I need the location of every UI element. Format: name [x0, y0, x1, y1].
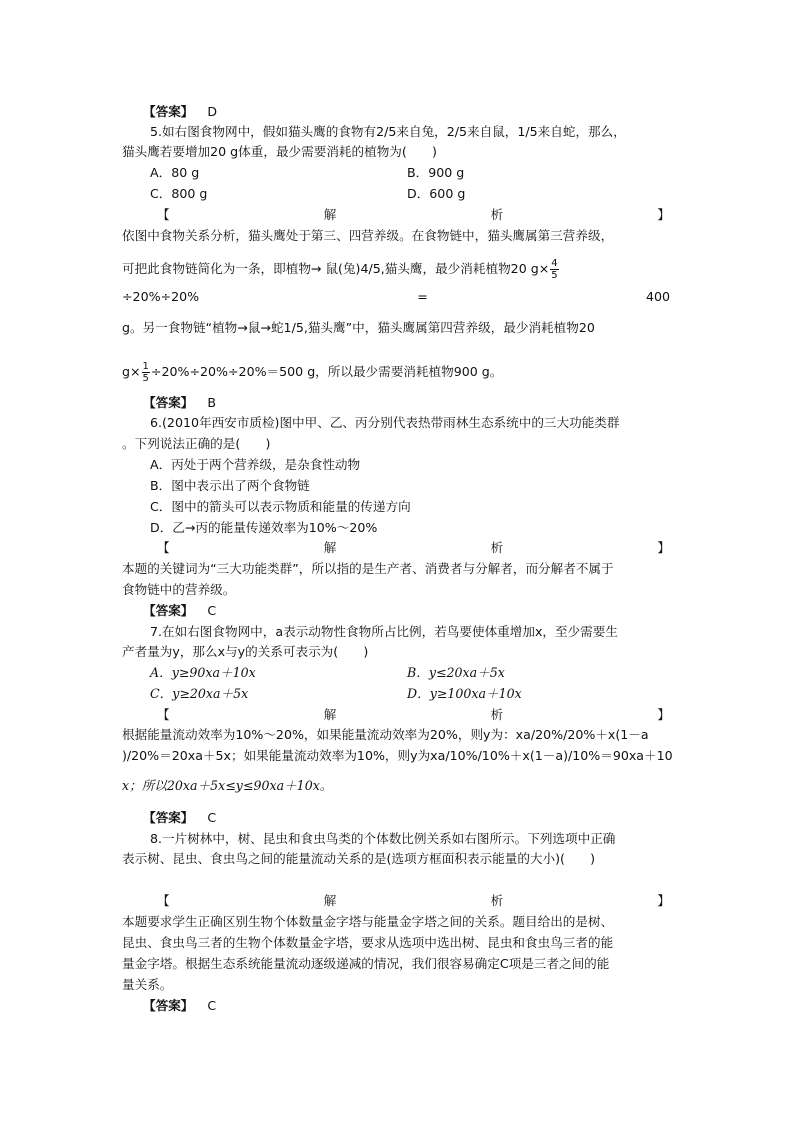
bracket-left: 【 [157, 893, 170, 908]
q4-answer [143, 103, 691, 121]
q6-analysis-heading [157, 539, 670, 557]
bracket-right: 】 [657, 893, 670, 908]
bracket-right: 】 [657, 707, 670, 722]
q6-answer [143, 602, 691, 620]
q7-exp-line3: x；所以20xa＋5x≤y≤90xa＋10x。 [122, 778, 333, 793]
fraction-denominator: 5 [551, 270, 558, 281]
q8-answer [143, 997, 691, 1015]
analysis-char-1: 解 [323, 893, 337, 908]
q8-analysis-heading [157, 892, 670, 910]
q5-exp-line5-pre: g× [122, 364, 141, 379]
q7-exp-line1: 根据能量流动效率为10%～20%，如果能量流动效率为20%，则y为：xa/20%/20%＋x(1－a [122, 727, 649, 742]
q5-exp-line5-post: ÷20%÷20%÷20%＝500 g，所以最少需要消耗植物900 g。 [150, 364, 503, 379]
answer-label: 【答案】 [143, 810, 194, 825]
q5-option-b: B．900 g [407, 165, 465, 180]
q5-exp-line3-right: 400 [645, 289, 670, 304]
fraction-one-fifth [142, 361, 150, 384]
q5-exp-line2-text: 可把此食物链简化为一条，即植物→ 鼠(兔)4/5,猫头鹰，最少消耗植物20 g× [122, 261, 550, 276]
q5-exp-line3-mid: = [417, 289, 428, 304]
q5-option-c: C．800 g [150, 186, 208, 201]
q6-option-b: B．图中表示出了两个食物链 [150, 478, 310, 493]
q5-stem-line1: 5.如右图食物网中，假如猫头鹰的食物有2/5来自兔，2/5来自鼠，1/5来自蛇，那么， [150, 124, 626, 139]
fraction-numerator: 4 [551, 258, 558, 269]
analysis-char-1: 解 [323, 207, 337, 222]
analysis-char-2: 析 [490, 707, 504, 722]
answer-label: 【答案】 [143, 395, 194, 410]
bracket-left: 【 [157, 540, 170, 555]
analysis-char-1: 解 [323, 707, 337, 722]
q5-analysis-heading [157, 206, 670, 224]
q7-option-b: B．y≤20xa＋5x [407, 665, 505, 680]
q7-exp-line2: )/20%＝20xa＋5x；如果能量流动效率为10%，则y为xa/10%/10%＋x(1－a)/10%＝90xa＋10 [122, 748, 673, 763]
q6-stem-line1: 6.(2010年西安市质检)图中甲、乙、丙分别代表热带雨林生态系统中的三大功能类群 [150, 415, 620, 430]
q5-option-d: D．600 g [407, 186, 466, 201]
q6-stem-line2: 。下列说法正确的是( ) [122, 436, 271, 451]
q6-exp-line1: 本题的关键词为“三大功能类群”，所以指的是生产者、消费者与分解者，而分解者不属于 [122, 561, 614, 576]
q5-stem-line2: 猫头鹰若要增加20 g体重，最少需要消耗的植物为( ) [122, 144, 437, 159]
q7-option-a: A．y≥90xa＋10x [150, 665, 256, 680]
q7-stem-line2: 产者量为y，那么x与y的关系可表示为( ) [122, 644, 369, 659]
q6-option-d: D．乙→丙的能量传递效率为10%～20% [150, 520, 378, 535]
q6-exp-line2: 食物链中的营养级。 [122, 582, 236, 597]
q8-stem-line2: 表示树、昆虫、食虫鸟之间的能量流动关系的是(选项方框面积表示能量的大小)( ) [122, 851, 596, 866]
fraction-denominator: 5 [142, 373, 149, 384]
q5-answer [143, 394, 691, 412]
q7-analysis-heading [157, 706, 670, 724]
q8-exp-line1: 本题要求学生正确区别生物个体数量金字塔与能量金字塔之间的关系。题目给出的是树、 [122, 914, 614, 929]
analysis-char-2: 析 [490, 893, 504, 908]
q7-answer [143, 809, 691, 827]
answer-value: C [207, 810, 217, 825]
q8-stem-line1: 8.一片树林中，树、昆虫和食虫鸟类的个体数比例关系如右图所示。下列选项中正确 [150, 831, 616, 846]
answer-value: C [207, 998, 217, 1013]
bracket-left: 【 [157, 707, 170, 722]
answer-value: C [207, 603, 217, 618]
analysis-char-2: 析 [490, 207, 504, 222]
answer-label: 【答案】 [143, 603, 194, 618]
answer-value: D [207, 104, 218, 119]
q5-exp-line4: g。另一食物链“植物→鼠→蛇1/5,猫头鹰”中，猫头鹰属第四营养级，最少消耗植物20 [122, 320, 595, 335]
q7-option-d: D．y≥100xa＋10x [407, 686, 522, 701]
q7-option-c: C．y≥20xa＋5x [150, 686, 249, 701]
q5-exp-line3 [122, 288, 670, 306]
q5-exp-line5 [122, 361, 670, 384]
q7-stem-line1: 7.在如右图食物网中，a表示动物性食物所占比例，若鸟要使体重增加x，至少需要生 [150, 624, 618, 639]
q5-exp-line2 [122, 258, 670, 281]
q8-exp-line2: 昆虫、食虫鸟三者的生物个体数量金字塔，要求从选项中选出树、昆虫和食虫鸟三者的能 [122, 935, 614, 950]
bracket-right: 】 [657, 540, 670, 555]
answer-value: B [207, 395, 217, 410]
q5-exp-line3-left: ÷20%÷20% [122, 289, 200, 304]
fraction-numerator: 1 [142, 361, 149, 372]
q5-option-a: A．80 g [150, 165, 200, 180]
q6-option-c: C．图中的箭头可以表示物质和能量的传递方向 [150, 499, 411, 514]
q5-exp-line1: 依图中食物关系分析，猫头鹰处于第三、四营养级。在食物链中，猫头鹰属第三营养级， [122, 228, 614, 243]
bracket-right: 】 [657, 207, 670, 222]
q8-exp-line3: 量金字塔。根据生态系统能量流动逐级递减的情况，我们很容易确定C项是三者之间的能 [122, 956, 610, 971]
fraction-four-fifths [550, 258, 558, 281]
analysis-char-1: 解 [323, 540, 337, 555]
answer-label: 【答案】 [143, 104, 194, 119]
q6-option-a: A．丙处于两个营养级，是杂食性动物 [150, 457, 361, 472]
answer-label: 【答案】 [143, 998, 194, 1013]
analysis-char-2: 析 [490, 540, 504, 555]
bracket-left: 【 [157, 207, 170, 222]
q8-exp-line4: 量关系。 [122, 977, 173, 992]
